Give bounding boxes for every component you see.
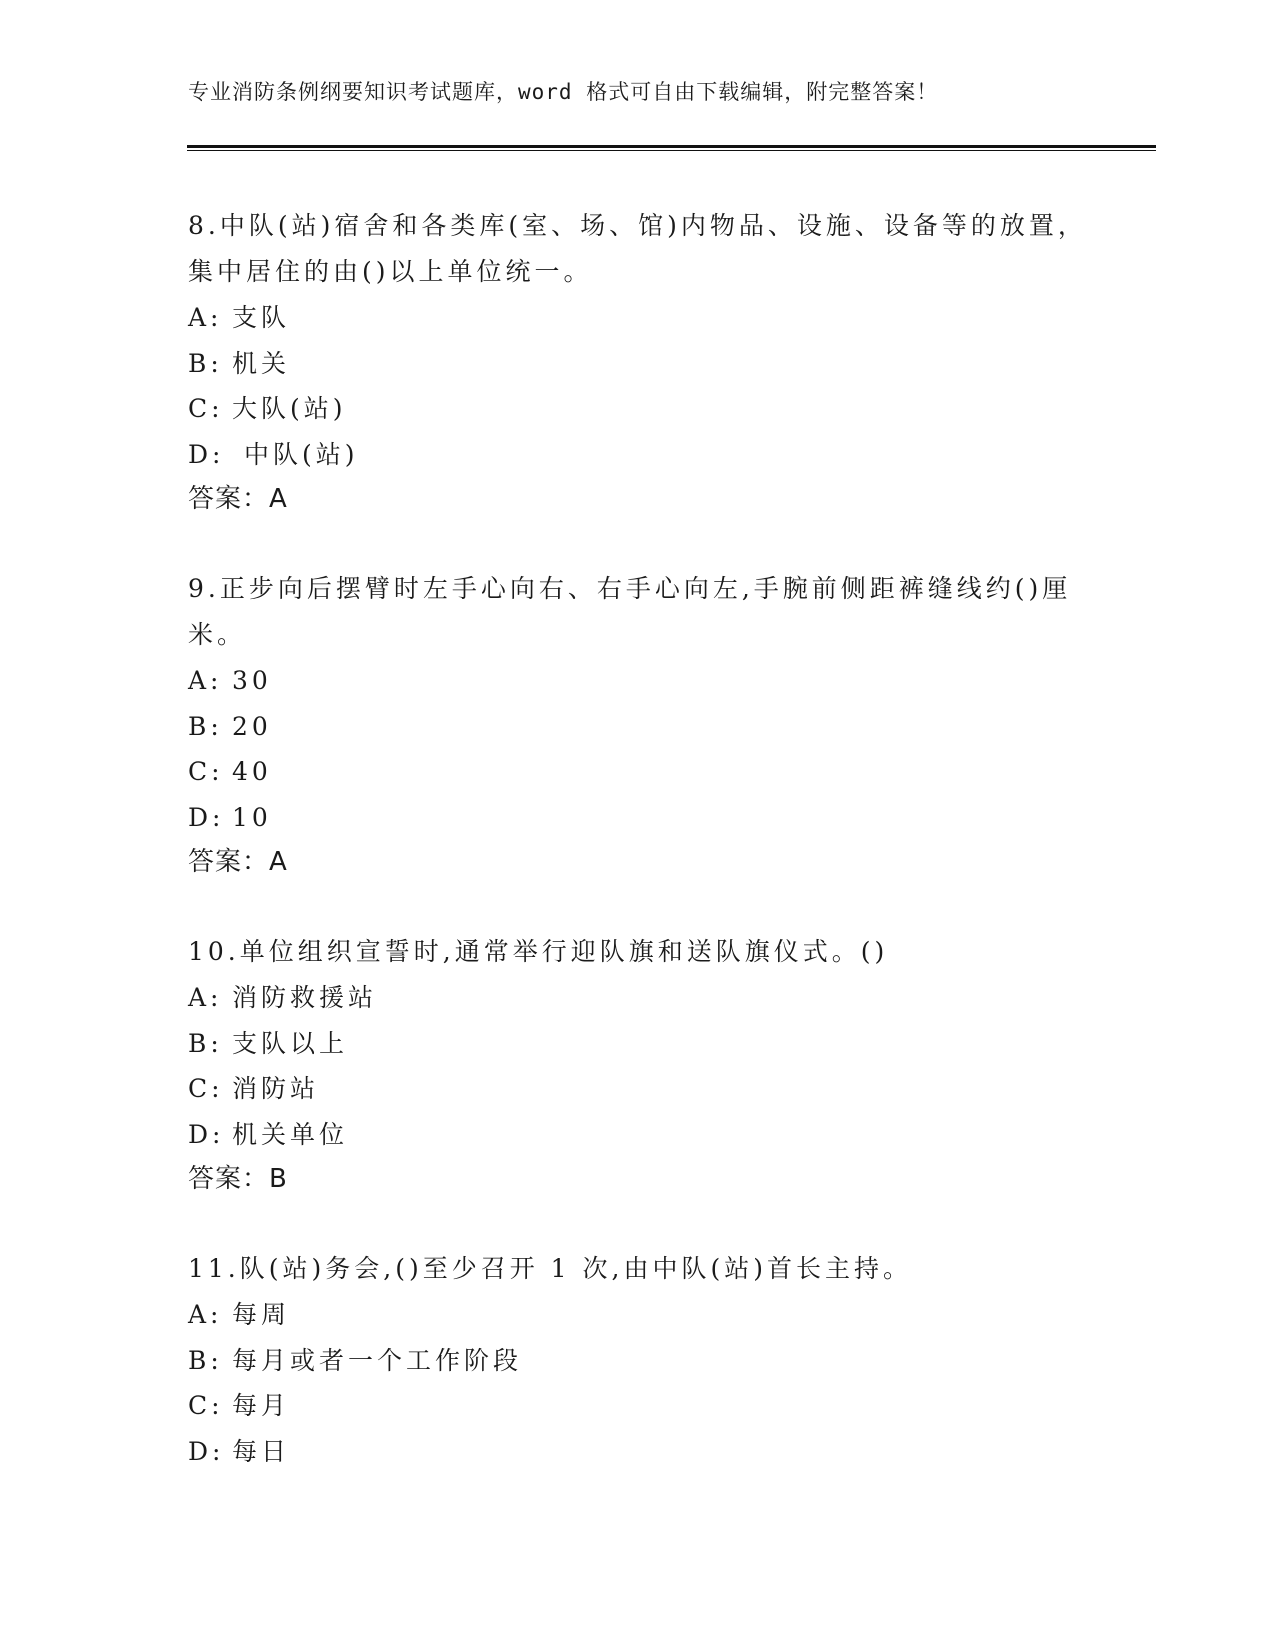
option-text: 大队(站) xyxy=(232,394,347,423)
option-text: 消防救援站 xyxy=(232,983,378,1012)
option-text: 支队以上 xyxy=(232,1028,349,1058)
option-label: C: xyxy=(188,1391,224,1420)
option-label: C: xyxy=(188,394,224,423)
option-label: A: xyxy=(188,1300,223,1329)
question-list xyxy=(188,203,1088,1519)
option-label: A: xyxy=(188,303,223,332)
option-label: D: xyxy=(188,802,225,832)
option-label: B: xyxy=(188,348,223,378)
option-a xyxy=(188,658,1088,704)
option-text: 中队(站) xyxy=(232,439,359,469)
question-text: 8.中队(站)宿舍和各类库(室、场、馆)内物品、设施、设备等的放置，集中居住的由()以上单位统一。 xyxy=(188,211,1087,286)
document-header: 专业消防条例纲要知识考试题库，word 格式可自由下载编辑，附完整答案！ xyxy=(188,80,939,104)
option-label: B: xyxy=(188,1345,223,1375)
option-d xyxy=(188,1429,1088,1475)
option-text: 30 xyxy=(232,666,272,695)
option-label: A: xyxy=(188,666,223,695)
question-11 xyxy=(188,1246,1088,1474)
option-d xyxy=(188,1112,1088,1158)
option-c xyxy=(188,386,1088,432)
question-text: 9.正步向后摆臂时左手心向右、右手心向左,手腕前侧距裤缝线约()厘米。 xyxy=(188,574,1072,649)
option-text: 消防站 xyxy=(232,1074,320,1103)
option-text: 40 xyxy=(232,757,272,786)
option-text: 每周 xyxy=(232,1300,291,1329)
question-9 xyxy=(188,566,1088,884)
option-label: A: xyxy=(188,983,223,1012)
option-label: D: xyxy=(188,1436,225,1466)
option-text: 20 xyxy=(232,711,272,741)
option-b xyxy=(188,1338,1088,1384)
option-a xyxy=(188,1292,1088,1338)
option-b xyxy=(188,341,1088,387)
option-text: 每日 xyxy=(232,1436,291,1466)
option-a xyxy=(188,295,1088,341)
option-a xyxy=(188,975,1088,1021)
question-8 xyxy=(188,203,1088,521)
option-b xyxy=(188,704,1088,750)
answer: 答案：A xyxy=(188,847,288,877)
option-text: 每月 xyxy=(232,1391,291,1420)
option-text: 支队 xyxy=(232,303,291,332)
option-c xyxy=(188,749,1088,795)
option-c xyxy=(188,1383,1088,1429)
answer: 答案：A xyxy=(188,484,288,514)
header-divider xyxy=(187,145,1156,151)
option-label: B: xyxy=(188,1028,223,1058)
option-label: D: xyxy=(188,1119,225,1149)
option-text: 10 xyxy=(232,802,272,832)
option-d xyxy=(188,432,1088,478)
option-label: C: xyxy=(188,757,224,786)
option-text: 每月或者一个工作阶段 xyxy=(232,1345,523,1375)
option-b xyxy=(188,1021,1088,1067)
option-d xyxy=(188,795,1088,841)
question-10 xyxy=(188,929,1088,1201)
option-label: B: xyxy=(188,711,223,741)
question-text: 11.队(站)务会,()至少召开 1 次,由中队(站)首长主持。 xyxy=(188,1254,912,1283)
option-text: 机关单位 xyxy=(232,1119,349,1149)
question-text: 10.单位组织宣誓时,通常举行迎队旗和送队旗仪式。() xyxy=(188,937,889,966)
option-text: 机关 xyxy=(232,348,291,378)
option-c xyxy=(188,1066,1088,1112)
option-label: D: xyxy=(188,439,225,469)
option-label: C: xyxy=(188,1074,224,1103)
answer: 答案：B xyxy=(188,1164,288,1194)
